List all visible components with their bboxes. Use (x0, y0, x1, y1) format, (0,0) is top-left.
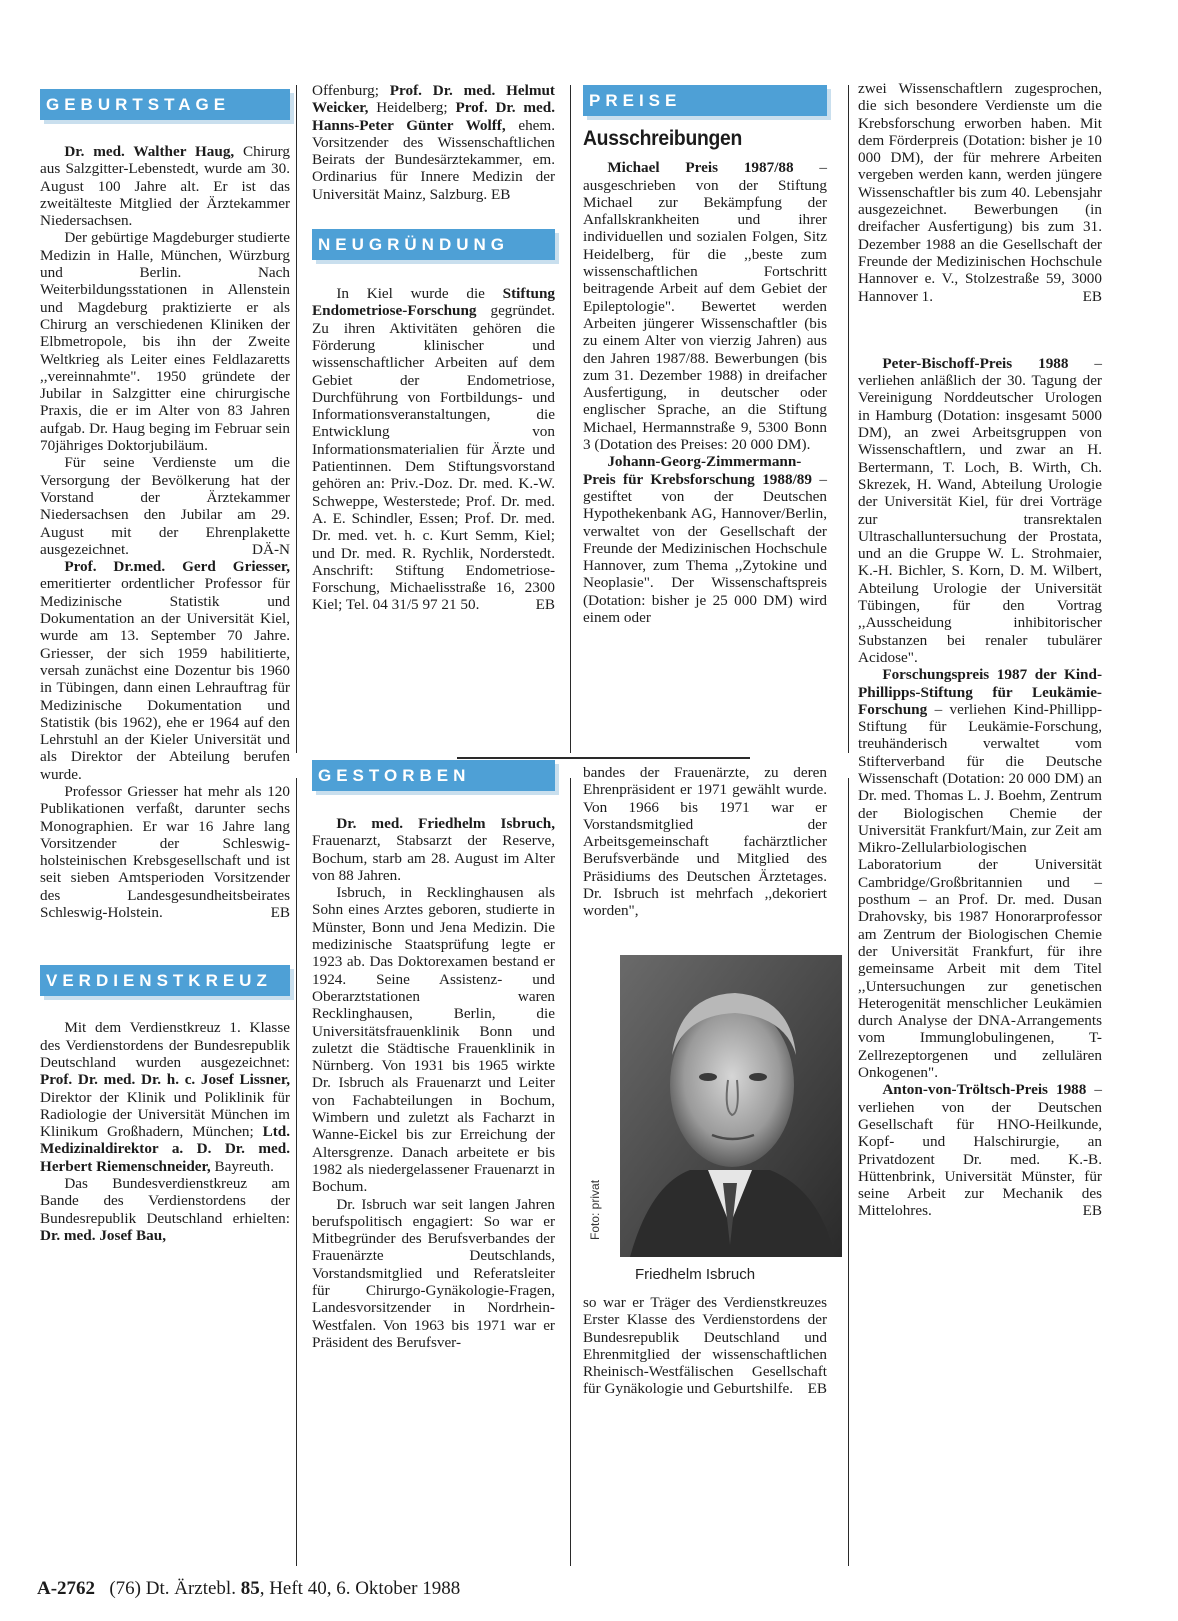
article-haug-bio: Der gebürtige Magdeburger studierte Medizin in Halle, München, Würzburg und Berlin. Nach Weiterbildungsstationen in Allenstein und Magdeburg praktizierte er als Chirurg an verschiedenen Kliniken der Elbmetropole, bis ihn der Zweite Weltkrieg als Leiter eines Feldlazaretts ,,vereinnahmte". 1950 gründete der Jubilar in Salzgitter eine chirurgische Praxis, die er im Alter von 83 Jahren aufgab. Dr. Haug beging im Februar sein 70jähriges Doktorjubiläum. (40, 229, 290, 455)
section-header-neugruendung: NEUGRÜNDUNG (312, 229, 555, 260)
section-divider (457, 757, 750, 759)
article-verdienstkreuz-1: Mit dem Verdienstkreuz 1. Klasse des Verdienstordens der Bundesrepublik Deutschland wurden ausgezeichnet: Prof. Dr. med. Dr. h. c. Josef Lissner, Direktor der Klinik und Poliklinik für Radiologie der Universität München im Klinikum Großhadern, München; Ltd. Medizinaldirektor a. D. Dr. med. Herbert Riemenschneider, Bayreuth. (40, 1019, 290, 1175)
column-2 (312, 82, 555, 614)
article-kind-phillipp-preis: Forschungspreis 1987 der Kind-Phillipps-Stiftung für Leukämie-Forschung – verliehen Kind-Phillipp-Stiftung für Leukämie-Forschung, treuhänderisch verwaltet vom Stifterverband für die Deutsche Wissenschaft (Dotation: 20 000 DM) an Dr. med. Thomas L. J. Boehm, Zentrum der Biologischen Chemie der Universität Frankfurt/Main, zur Zeit am Mikro-Zellularbiologischen Laboratorium der Universität Cambridge/Großbritannien und – posthum – an Prof. Dr. med. Dusan Drahovsky, bis 1987 Honorarprofessor am Zentrum der Biologischen Chemie der Universität Frankfurt, für ihre gemeinsame Arbeit mit dem Titel ,,Untersuchungen zur genetischen Heterogenität menschlicher Leukämien durch Analyse der DNA-Arrangements vom Immunglobulingenen, T-Zellrezeptorgenen und zellulären Onkogenen". (858, 666, 1102, 1082)
article-michael-preis: Michael Preis 1987/88 – ausgeschrieben von der Stiftung Michael zur Bekämpfung der Anfallskrankheiten und ihrer individuellen und sozialen Folgen, Sitz Heidelberg, für die ,,beste zum wissenschaftlichen Fortschritt beitragende Arbeit auf dem Gebiet der Epileptologie". Bewertet werden Arbeiten jüngerer Wissenschaftler (bis zu einem Alter von vierzig Jahren) aus den Jahren 1987/88. Bewerbungen (bis zum 31. Dezember 1988) in dreifacher Ausfertigung, in deutscher oder englischer Sprache, an die Stiftung Michael, Hermannstraße 9, 5300 Bonn 3 (Dotation des Preises: 20 000 DM). (583, 159, 827, 454)
issue-date: , Heft 40, 6. Oktober 1988 (259, 1578, 461, 1599)
author-signature: EB (807, 1380, 827, 1398)
page-number: A-2762 (37, 1578, 96, 1599)
article-isbruch-career: Isbruch, in Recklinghausen als Sohn eines Arztes geboren, studierte in Münster, Bonn und Jena Medizin. Die medizinische Staatsprüfung legte er 1923 ab. Das Doktorexamen bestand er 1924. Seine Assistenz- und Oberarztstationen waren Recklinghausen, Berlin, die Universitätsfrauenklinik Bonn und zuletzt die Städtische Frauenklinik in Nürnberg. Von 1931 bis 1965 wirkte Dr. Isbruch als Frauenarzt und Leiter von Fachabteilungen in Bochum, Wimbern und zuletzt als Facharzt in Wanne-Eickel bis zur Erreichung der Altersgrenze. Danach arbeitete er bis 1982 als niedergelassener Frauenarzt in Bochum. (312, 884, 555, 1196)
column-rule-5 (570, 778, 571, 1566)
person-name: Dr. med. Walther Haug, (64, 143, 235, 160)
article-zimmermann-preis: Johann-Georg-Zimmermann-Preis für Krebsforschung 1988/89 – gestiftet von der Deutschen Hypothekenbank AG, Hannover/Berlin, verwaltet von der Gesellschaft der Freunde der Medizinischen Hochschule Hannover, zum Thema ,,Zytokine und Neoplasie". Der Wissenschaftspreis (Dotation: bisher je 25 000 DM) wird einem oder (583, 453, 827, 627)
article-zimmermann-cont: zwei Wissenschaftlern zugesprochen, die sich besondere Verdienste um die Krebsforschung erworben haben. Mit dem Förderpreis (Dotation: bisher je 10 000 DM), der für mehrere Arbeiten vergeben werden kann, werden jüngere Wissenschaftler bis zum 40. Lebensjahr ausgezeichnet. Bewerbungen (in dreifacher Ausfertigung) bis zum 31. Dezember 1988 an die Gesellschaft der Freunde der Medizinischen Hochschule Hannover e. V., Stolzestraße 59, 3000 Hannover 1. EB (858, 80, 1102, 305)
column-3 (583, 85, 827, 626)
column-rule-4 (296, 778, 297, 1566)
article-bischoff-preis: Peter-Bischoff-Preis 1988 – verliehen anläßlich der 30. Tagung der Vereinigung Norddeutscher Urologen in Hamburg (Dotation: insgesamt 5000 DM), an zwei Arbeitsgruppen von Wissenschaftlern, und zwar an H. Bertermann, T. Loch, B. Wirth, Ch. Skrezek, H. Wand, Abteilung Urologie der Universität Kiel, für drei Vorträge zur transrektalen Ultraschalluntersuchung der Prostata, und an die Gruppe W. L. Strohmaier, K.-H. Bichler, S. Korn, D. M. Wilbert, Abteilung Urologie der Universität Tübingen, für den Vortrag ,,Ausscheidung inhibitorischer Substanzen bei renaler tubulärer Acidose". (858, 354, 1102, 666)
section-header-geburtstage: GEBURTSTAGE (40, 89, 290, 120)
page-footer (37, 1578, 460, 1600)
column-rule-2 (570, 85, 571, 753)
article-griesser-body: Professor Griesser hat mehr als 120 Publikationen verfaßt, darunter sechs Monographien. Er war 16 Jahre lang Vorsitzender der Schleswig-holsteinischen Krebsgesellschaft und ist seit sieben Amtsperioden Vorsitzender des Landesgesundheitsbeirates Schleswig-Holstein. EB (40, 782, 290, 922)
author-signature: EB (270, 904, 290, 922)
article-haug-intro: Dr. med. Walther Haug, Chirurg aus Salzgitter-Lebenstedt, wurde am 30. August 100 Jahre alt. Er ist das zweitälteste Mitglied der Ärztekammer Niedersachsen. (40, 143, 290, 230)
article-haug-honor: Für seine Verdienste um die Versorgung der Bevölkerung hat der Vorstand der Ärztekammer Niedersachsen den Jubilar am 29. August mit der Ehrenplakette ausgezeichnet. DÄ-N (40, 454, 290, 558)
article-verdienstkreuz-2: Das Bundesverdienstkreuz am Bande des Verdienstordens der Bundesrepublik Deutschland erhielten: Dr. med. Josef Bau, (40, 1175, 290, 1244)
photo-caption: Friedhelm Isbruch (635, 1266, 756, 1283)
photo-credit: Foto: privat (588, 1179, 602, 1240)
column-1 (40, 89, 290, 1244)
column-4 (858, 80, 1102, 1220)
section-header-gestorben: GESTORBEN (312, 760, 555, 791)
author-signature: DÄ-N (252, 540, 290, 558)
column-rule-3 (848, 85, 849, 753)
article-verdienstkreuz-3: Offenburg; Prof. Dr. med. Helmut Weicker, Heidelberg; Prof. Dr. med. Hanns-Peter Günter Wolff, ehem. Vorsitzender des Wissenschaftlichen Beirats der Bundesärztekammer, em. Ordinarius für Innere Medizin der Universität Mainz, Salzburg. EB (312, 82, 556, 203)
portrait-photo (620, 955, 842, 1257)
journal-ref: (76) Dt. Ärztebl. (109, 1578, 236, 1599)
subsection-title: Ausschreibungen (583, 127, 743, 150)
author-signature: EB (490, 185, 511, 203)
section-header-preise: PREISE (583, 85, 827, 116)
person-name: Prof. Dr.med. Gerd Griesser, (64, 558, 290, 576)
article-stiftung: In Kiel wurde die Stiftung Endometriose-Forschung gegründet. Zu ihren Aktivitäten gehören die Förderung klinischer und wissenschaftlicher Arbeiten auf dem Gebiet der Endometriose, Durchführung von Fortbildungs- und Informationsveranstaltungen, die Entwicklung von Informationsmaterialien für Ärzte und Patientinnen. Dem Stiftungsvorstand gehören an: Priv.-Doz. Dr. med. K.-W. Schweppe, Westerstede; Prof. Dr. med. A. E. Schindler, Essen; Prof. Dr. med. Dr. med. vet. h. c. Kurt Semm, Kiel; und Dr. med. R. Rychlik, Norderstedt. Anschrift: Stiftung Endometriose-Forschung, Michaelisstraße 16, 2300 Kiel; Tel. 04 31/5 97 21 50. EB (312, 285, 555, 614)
article-isbruch-intro: Dr. med. Friedhelm Isbruch, Frauenarzt, Stabsarzt der Reserve, Bochum, starb am 28. August im Alter von 88 Jahren. (312, 815, 555, 884)
article-isbruch-honors: bandes der Frauenärzte, zu deren Ehrenpräsident er 1971 gewählt wurde. Von 1966 bis 1971 war er Vorstandsmitglied der Arbeitsgemeinschaft fachärztlicher Berufsverbände und Mitglied des Präsidiums des Deutschen Ärztetages. Dr. Isbruch ist mehrfach ,,dekoriert worden", (583, 764, 827, 920)
column-3-bottom (583, 1294, 827, 1398)
article-isbruch-politics: Dr. Isbruch war seit langen Jahren berufspolitisch engagiert: So war er Mitbegründer des Berufsverbandes der Frauenärzte Deutschlands, Vorstandsmitglied und Referatsleiter für Chirurgo-Gynäkologie-Fragen, Landesvorsitzender in Nordrhein-Westfalen. Von 1963 bis 1971 war er Präsident des Berufsver- (312, 1195, 555, 1351)
author-signature: EB (535, 596, 555, 614)
article-troeltsch-preis: Anton-von-Tröltsch-Preis 1988 – verliehen von der Deutschen Gesellschaft für HNO-Heilkunde, Kopf- und Halschirurgie, an Privatdozent Dr. med. K.-B. Hüttenbrink, Universität Münster, für seine Arbeit zur Mechanik des Mittelohres. EB (858, 1081, 1102, 1220)
person-name: Dr. med. Friedhelm Isbruch, (336, 815, 555, 832)
column-2-lower (312, 760, 555, 1351)
journal-volume: 85 (240, 1578, 260, 1599)
article-isbruch-end: so war er Träger des Verdienstkreuzes Erster Klasse des Verdienstordens der Bundesrepublik Deutschland und Ehrenmitglied der wissenschaftlichen Rheinisch-Westfälischen Gesellschaft für Gynäkologie und Geburtshilfe. EB (583, 1294, 827, 1398)
column-3-lower (583, 764, 827, 920)
article-griesser-intro: Prof. Dr.med. Gerd Griesser, emeritierter ordentlicher Professor für Medizinische Statistik und Dokumentation an der Universität Kiel, wurde am 13. September 70 Jahre. Griesser, der sich 1959 habilitierte, versah zunächst eine Dozentur bis 1960 in Tübingen, dann einen Lehrauftrag für Medizinische Dokumentation und Statistik (bis 1962), ehe er 1964 auf den Lehrstuhl an der Kieler Universität und als Direktor der Abteilung berufen wurde. (40, 558, 290, 783)
section-header-verdienstkreuz: VERDIENSTKREUZ (40, 965, 290, 996)
author-signature: EB (1082, 1202, 1102, 1220)
column-rule-6 (848, 778, 849, 1566)
column-rule-1 (296, 85, 297, 753)
author-signature: EB (1082, 287, 1102, 305)
